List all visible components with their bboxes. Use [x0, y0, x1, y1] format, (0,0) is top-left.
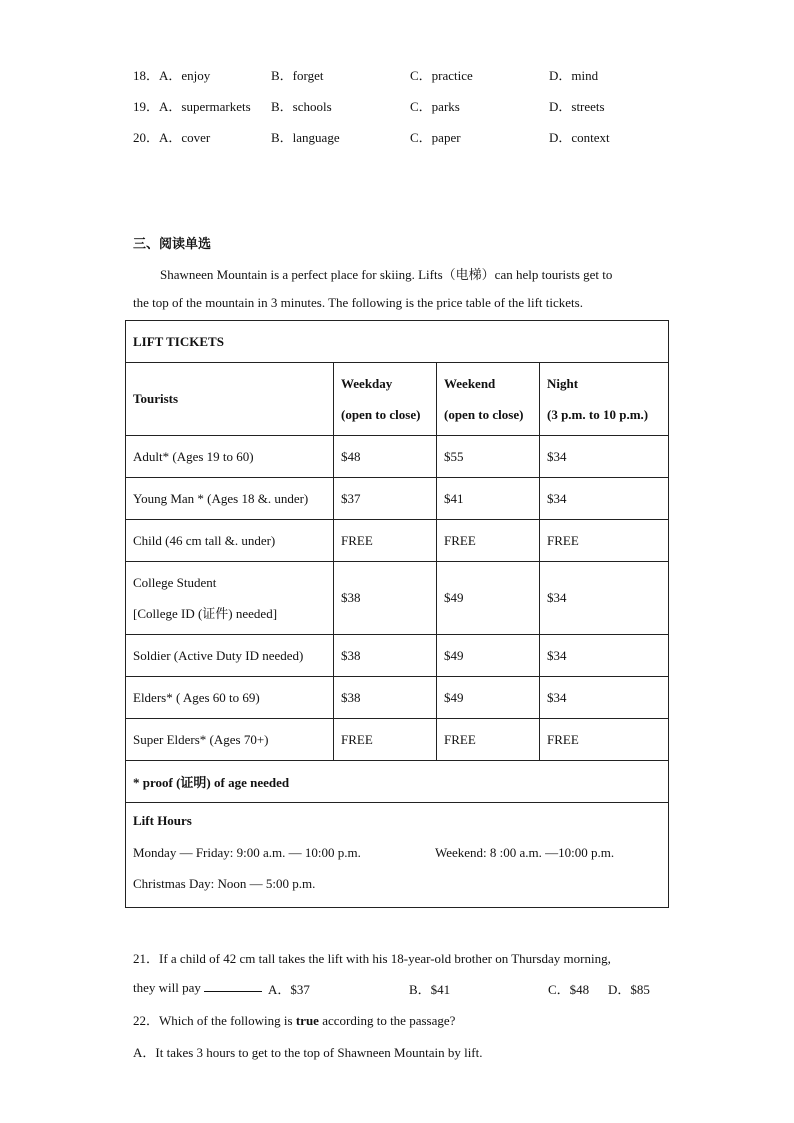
option-b: B．schools	[271, 99, 332, 114]
row-label-line-2: [College ID (证件) needed]	[133, 606, 278, 621]
weekend-price: $41	[437, 478, 540, 520]
question-21-option-d: D．$85	[608, 982, 650, 997]
option-d: D．streets	[549, 99, 605, 114]
header-weekend-sub: (open to close)	[444, 407, 524, 422]
weekend-price: $49	[437, 562, 540, 635]
row-label: Young Man * (Ages 18 &. under)	[126, 478, 334, 520]
question-number: 20．	[133, 130, 160, 145]
option-c: C．parks	[410, 99, 460, 114]
intro-line-1: Shawneen Mountain is a perfect place for skiing. Lifts（电梯）can help tourists get to	[160, 267, 613, 282]
weekend-price: $49	[437, 677, 540, 719]
night-price: FREE	[540, 719, 669, 761]
weekday-price: FREE	[334, 520, 437, 562]
weekend-price: $55	[437, 436, 540, 478]
weekend-price: FREE	[437, 520, 540, 562]
question-number: 18．	[133, 68, 160, 83]
row-label: Elders* ( Ages 60 to 69)	[126, 677, 334, 719]
header-weekday	[334, 363, 437, 436]
row-label	[126, 562, 334, 635]
header-weekday-sub: (open to close)	[341, 407, 421, 422]
header-weekend	[437, 363, 540, 436]
question-21-line-1: 21．If a child of 42 cm tall takes the lift with his 18-year-old brother on Thursday morning,	[133, 951, 611, 966]
table-row	[126, 635, 669, 677]
hours-christmas: Christmas Day: Noon — 5:00 p.m.	[133, 876, 316, 891]
question-22-suffix: according to the passage?	[318, 1013, 456, 1028]
option-c: C．practice	[410, 68, 473, 83]
answer-blank	[204, 979, 262, 992]
night-price: $34	[540, 677, 669, 719]
row-label: Soldier (Active Duty ID needed)	[126, 635, 334, 677]
question-22	[133, 1010, 455, 1029]
option-a: A．enjoy	[159, 68, 211, 83]
table-header-row	[126, 363, 669, 436]
question-21-option-b: B．$41	[409, 982, 451, 997]
table-row	[126, 520, 669, 562]
question-number: 19．	[133, 99, 160, 114]
question-22-prefix: 22．Which of the following is	[133, 1013, 296, 1028]
option-a: A．cover	[159, 130, 211, 145]
header-night-label: Night	[547, 376, 579, 391]
lift-hours-cell	[126, 803, 669, 908]
table-row	[126, 436, 669, 478]
night-price: $34	[540, 562, 669, 635]
intro-line-2: the top of the mountain in 3 minutes. The following is the price table of the lift tickets.	[133, 295, 583, 310]
night-price: $34	[540, 478, 669, 520]
hours-weekday: Monday — Friday: 9:00 a.m. — 10:00 p.m.	[133, 845, 361, 860]
weekday-price: $48	[334, 436, 437, 478]
question-22-option-a: A．It takes 3 hours to get to the top of Shawneen Mountain by lift.	[133, 1045, 483, 1060]
question-21-option-c: C．$48	[548, 982, 590, 997]
weekday-price: $38	[334, 635, 437, 677]
table-title: LIFT TICKETS	[126, 321, 669, 363]
weekend-price: FREE	[437, 719, 540, 761]
row-label: Child (46 cm tall &. under)	[126, 520, 334, 562]
weekday-price: $38	[334, 677, 437, 719]
table-row	[126, 677, 669, 719]
option-d: D．mind	[549, 68, 599, 83]
option-b: B．language	[271, 130, 340, 145]
header-night	[540, 363, 669, 436]
weekend-price: $49	[437, 635, 540, 677]
header-weekday-label: Weekday	[341, 376, 393, 391]
section-title: 三、阅读单选	[133, 236, 212, 251]
option-a: A．supermarkets	[159, 99, 251, 114]
question-21-prefix: they will pay	[133, 980, 201, 995]
night-price: FREE	[540, 520, 669, 562]
table-row	[126, 478, 669, 520]
night-price: $34	[540, 635, 669, 677]
question-21-option-a: A．$37	[268, 982, 310, 997]
row-label: Adult* (Ages 19 to 60)	[126, 436, 334, 478]
header-night-sub: (3 p.m. to 10 p.m.)	[547, 407, 649, 422]
lift-ticket-table	[125, 320, 669, 908]
question-22-emphasis: true	[295, 1013, 319, 1028]
night-price: $34	[540, 436, 669, 478]
hours-weekend: Weekend: 8 :00 a.m. —10:00 p.m.	[435, 845, 615, 860]
row-label: Super Elders* (Ages 70+)	[126, 719, 334, 761]
option-b: B．forget	[271, 68, 324, 83]
table-title-row	[126, 321, 669, 363]
proof-note-row	[126, 761, 669, 803]
lift-hours-row	[126, 803, 669, 908]
header-weekend-label: Weekend	[444, 376, 496, 391]
option-c: C．paper	[410, 130, 461, 145]
row-label-line-1: College Student	[133, 575, 217, 590]
lift-hours-title: Lift Hours	[133, 813, 192, 828]
option-d: D．context	[549, 130, 610, 145]
table-row	[126, 719, 669, 761]
header-tourists: Tourists	[126, 363, 334, 436]
lift-hours-line	[133, 837, 661, 868]
weekday-price: $38	[334, 562, 437, 635]
weekday-price: FREE	[334, 719, 437, 761]
table-row	[126, 562, 669, 635]
weekday-price: $37	[334, 478, 437, 520]
proof-note: * proof (证明) of age needed	[126, 761, 669, 803]
question-21-line-2	[133, 979, 262, 996]
